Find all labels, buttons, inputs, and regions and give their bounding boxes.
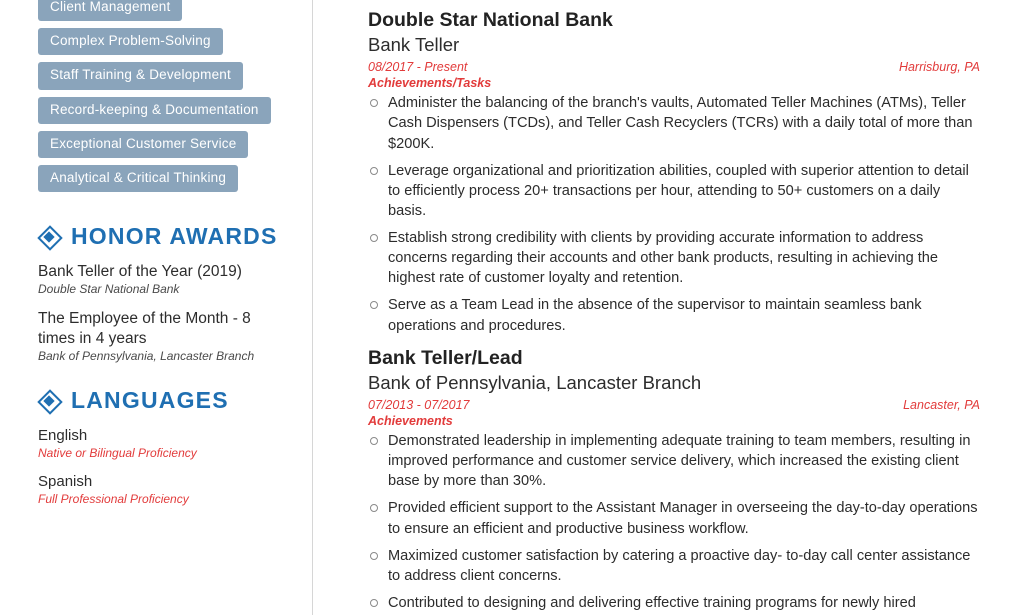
languages-header — [38, 389, 286, 412]
job-bullet: Leverage organizational and prioritization abilities, coupled with superior attention to detail to efficiently process 20+ transactions per hour, attending to 50+ customers on a daily basis. — [368, 161, 980, 221]
job-bullet: Provided efficient support to the Assistant Manager in overseeing the day-to-day operations to ensure an efficient and productive business workflow. — [368, 498, 980, 538]
diamond-icon — [38, 226, 60, 248]
job-company: Double Star National Bank — [368, 9, 613, 31]
languages-section — [38, 389, 286, 507]
job-location: Lancaster, PA — [903, 398, 980, 412]
award-item — [38, 262, 286, 296]
job-bullet: Administer the balancing of the branch's vaults, Automated Teller Machines (ATMs), Teller Cash Dispensers (TCDs), and Teller Cash Recyclers (TCRs) with a daily total of more than $200K. — [368, 93, 980, 153]
language-name: English — [38, 427, 88, 445]
section-title: LANGUAGES — [71, 387, 229, 414]
job-dates: 08/2017 - Present — [368, 60, 468, 75]
job-bullet: Contributed to designing and delivering effective training programs for newly hired — [368, 593, 980, 613]
award-org: Double Star National Bank — [38, 282, 180, 297]
job-subheading: Achievements/Tasks — [368, 76, 492, 91]
section-title: HONOR AWARDS — [71, 223, 278, 250]
experience-column — [312, 0, 1024, 615]
award-item — [38, 309, 286, 363]
skill-pill: Exceptional Customer Service — [38, 131, 248, 158]
job-bullet: Maximized customer satisfaction by catering a proactive day- to-day call center assistance to address client concerns. — [368, 546, 980, 586]
experience-entry — [368, 346, 980, 613]
language-item — [38, 426, 286, 461]
award-title: The Employee of the Month - 8 times in 4 years — [38, 310, 251, 347]
skills-list — [38, 0, 286, 199]
job-dates: 07/2013 - 07/2017 — [368, 398, 470, 412]
job-meta — [368, 398, 980, 412]
experience-entry — [368, 8, 980, 336]
award-org: Bank of Pennsylvania, Lancaster Branch — [38, 349, 255, 364]
honor-awards-header — [38, 225, 286, 248]
language-level: Full Professional Proficiency — [38, 491, 189, 506]
job-meta — [368, 60, 980, 74]
job-company: Bank Teller/Lead — [368, 346, 523, 369]
honor-awards-section — [38, 225, 286, 363]
job-bullet: Demonstrated leadership in implementing adequate training to team members, resulting in improved performance and customer service delivery, which increased the existing client base by more than 30%. — [368, 431, 980, 491]
sidebar-divider — [312, 0, 313, 615]
skill-pill: Client Management — [38, 0, 182, 21]
skill-pill: Complex Problem-Solving — [38, 28, 223, 55]
skill-pill: Record-keeping & Documentation — [38, 97, 271, 124]
job-location: Harrisburg, PA — [898, 60, 980, 75]
language-name: Spanish — [38, 473, 93, 491]
sidebar — [0, 0, 312, 615]
job-bullet: Establish strong credibility with clients by providing accurate information to address concerns regarding their accounts and other bank products, resulting in achieving the highest rate of customer loyalty and retention. — [368, 228, 980, 288]
award-title: Bank Teller of the Year (2019) — [38, 263, 242, 281]
job-bullet: Serve as a Team Lead in the absence of the supervisor to maintain seamless bank operations and procedures. — [368, 295, 980, 335]
job-title: Bank of Pennsylvania, Lancaster Branch — [368, 372, 702, 394]
skill-pill: Analytical & Critical Thinking — [38, 165, 238, 192]
language-level: Native or Bilingual Proficiency — [38, 445, 197, 460]
language-item — [38, 472, 286, 507]
job-bullets — [368, 93, 980, 335]
job-subheading: Achievements — [368, 414, 453, 428]
job-title: Bank Teller — [368, 34, 460, 56]
job-bullets — [368, 431, 980, 613]
diamond-icon — [38, 390, 60, 412]
skill-pill: Staff Training & Development — [38, 62, 243, 89]
